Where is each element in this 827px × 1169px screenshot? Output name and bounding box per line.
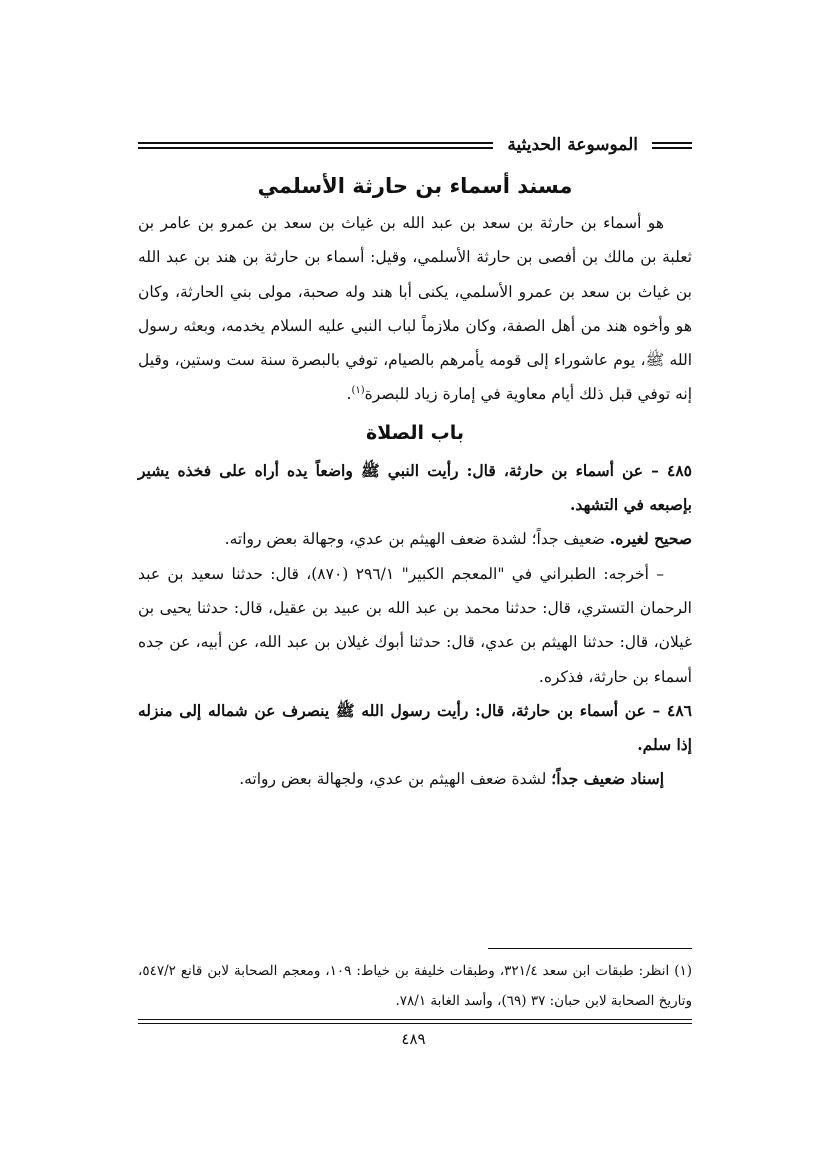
page-number: ٤٨٩ bbox=[401, 1030, 426, 1048]
running-header-title: الموسوعة الحديثية bbox=[507, 135, 638, 155]
running-header bbox=[138, 130, 692, 160]
header-rule-left bbox=[138, 142, 493, 149]
header-rule-right bbox=[652, 142, 692, 149]
hadith-486-grade: إسناد ضعيف جداً؛ bbox=[551, 769, 664, 789]
chapter-title: مسند أسماء بن حارثة الأسلمي bbox=[257, 174, 573, 198]
footnote-separator bbox=[488, 948, 692, 949]
footnote-reference: (١) bbox=[351, 385, 365, 397]
biography-paragraph bbox=[138, 206, 692, 412]
page-content bbox=[138, 166, 692, 797]
biography-end: . bbox=[346, 385, 352, 404]
hadith-486-grade-paragraph bbox=[138, 762, 692, 796]
hadith-485-grade: صحيح لغيره. bbox=[609, 529, 692, 549]
hadith-486-text: ٤٨٦ – عن أسماء بن حارثة، قال: رأيت رسول الله ﷺ ينصرف عن شماله إلى منزله إذا سلم. bbox=[138, 700, 692, 755]
hadith-485-text: ٤٨٥ – عن أسماء بن حارثة، قال: رأيت النبي ﷺ واضعاً يده أراه على فخذه يشير بإصبعه في التشهد. bbox=[138, 460, 692, 515]
hadith-485-grade-paragraph bbox=[138, 522, 692, 556]
section-title: باب الصلاة bbox=[366, 421, 464, 444]
footnote-1: (١) انظر: طبقات ابن سعد ٣٢١/٤، وطبقات خليفة بن خياط: ١٠٩، ومعجم الصحابة لابن قانع ٥٤٧/٢، وتاريخ الصحابة لابن حبان: ٣٧ (٦٩)، وأسد الغابة ٧٨/١. bbox=[138, 963, 693, 1009]
footer-rule bbox=[138, 1019, 692, 1024]
footnotes bbox=[138, 956, 692, 1016]
hadith-485-takhrij: – أخرجه: الطبراني في "المعجم الكبير" ٢٩٦/١ (٨٧٠)، قال: حدثنا سعيد بن عبد الرحمان التستري، قال: حدثنا محمد بن عبد الله بن عبيد بن عقيل، قال: حدثنا يحيى بن غيلان، قال: حدثنا الهيثم بن عدي، قال: حدثنا أبوك غيلان بن عبد الله، عن أبيه، عن جده أسماء بن حارثة، فذكره. bbox=[138, 564, 692, 686]
hadith-485-grade-note: ضعيف جداً؛ لشدة ضعف الهيثم بن عدي، وجهالة بعض رواته. bbox=[224, 530, 610, 549]
hadith-486-grade-note: لشدة ضعف الهيثم بن عدي، ولجهالة بعض رواته. bbox=[239, 770, 552, 789]
biography-text: هو أسماء بن حارثة بن سعد بن عبد الله بن غياث بن سعد بن عمرو بن عامر بن ثعلبة بن مالك بن أفصى بن حارثة الأسلمي، وقيل: أسماء بن حارثة بن هند بن عبد الله بن غياث بن سعد بن عمرو الأسلمي، يكنى أبا هند وله صحبة، مولى بني الحارثة، وكان هو وأخوه هند من أهل الصفة، وكان ملازماً لباب النبي عليه السلام يخدمه، وبعثه رسول الله ﷺ، يوم عاشوراء إلى قومه يأمرهم بالصيام، توفي بالبصرة سنة ست وستين، وقيل إنه توفي قبل ذلك أيام معاوية في إمارة زياد للبصرة bbox=[138, 214, 692, 404]
